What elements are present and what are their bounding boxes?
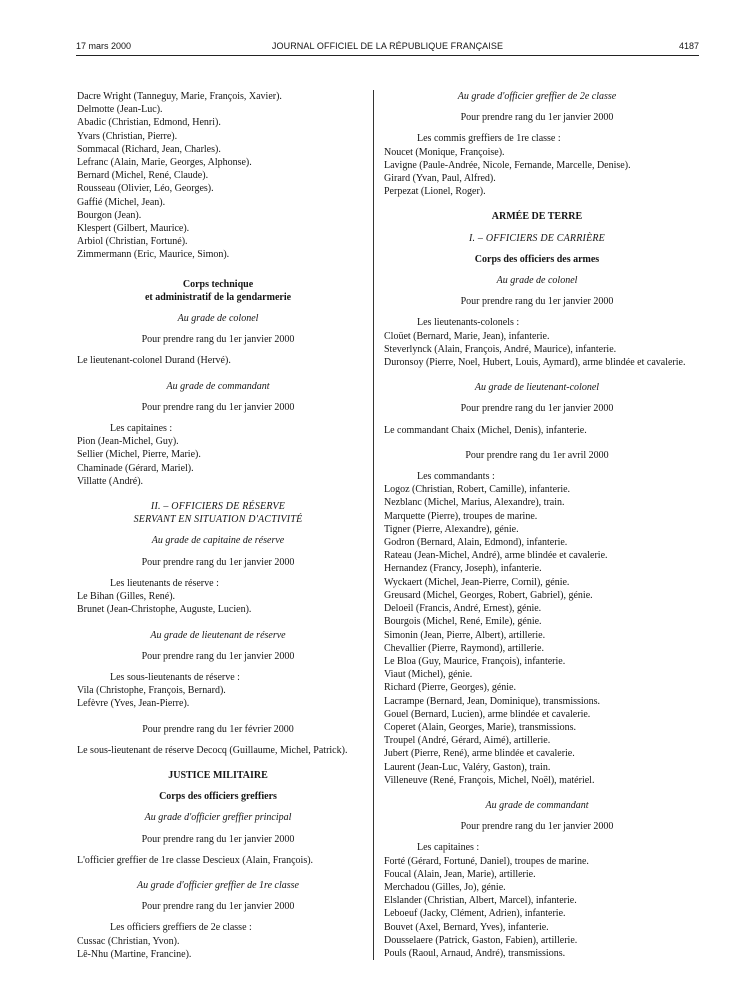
group-label: Les commandants :	[417, 471, 495, 483]
list-item: Lefèvre (Yves, Jean-Pierre).	[77, 698, 190, 710]
list-item: Nezblanc (Michel, Marius, Alexandre), train.	[384, 497, 565, 509]
rank-date: Pour prendre rang du 1er janvier 2000	[460, 112, 614, 124]
list-item: Richard (Pierre, Georges), génie.	[384, 682, 516, 694]
rank-date: Pour prendre rang du 1er avril 2000	[465, 449, 609, 461]
grade-heading: Au grade de lieutenant de réserve	[150, 629, 286, 641]
group-label: Les lieutenants-colonels :	[417, 317, 520, 329]
section-heading: Corps technique	[182, 278, 254, 290]
issue-date: 17 mars 2000	[76, 41, 132, 51]
list-item: Tigner (Pierre, Alexandre), génie.	[384, 523, 519, 535]
list-item: Arbiol (Christian, Fortuné).	[77, 236, 188, 248]
section-heading: et administratif de la gendarmerie	[144, 291, 292, 303]
list-item: Jubert (Pierre, René), arme blindée et cavalerie.	[384, 748, 575, 760]
grade-heading: Au grade d'officier greffier de 1re classe	[137, 879, 299, 891]
group-label: Les capitaines :	[417, 842, 480, 854]
list-item: Noucet (Monique, Françoise).	[384, 146, 505, 158]
list-item: Chaminade (Gérard, Mariel).	[77, 462, 194, 474]
list-item: Pion (Jean-Michel, Guy).	[77, 436, 179, 448]
rank-date: Pour prendre rang du 1er janvier 2000	[141, 650, 295, 662]
list-item: Villeneuve (René, François, Michel, Noël), matériel.	[384, 774, 595, 786]
list-item: Viaut (Michel), génie.	[384, 669, 473, 681]
list-item: Cussac (Christian, Yvon).	[77, 935, 180, 947]
commandants-list	[384, 483, 690, 787]
list-item: Perpezat (Lionel, Roger).	[384, 186, 486, 198]
list-item: Girard (Yvan, Paul, Alfred).	[384, 173, 496, 185]
section-heading: SERVANT EN SITUATION D'ACTIVITÉ	[133, 514, 303, 526]
list-item: Rateau (Jean-Michel, André), arme blindée et cavalerie.	[384, 550, 608, 562]
list-item: Dousselaere (Patrick, Gaston, Fabien), artillerie.	[384, 934, 578, 946]
header-rule	[76, 55, 699, 56]
list-item: Le commandant Chaix (Michel, Denis), infanterie.	[384, 424, 587, 436]
section-heading: ARMÉE DE TERRE	[491, 211, 583, 223]
group-label: Les lieutenants de réserve :	[110, 577, 219, 589]
list-item: Le sous-lieutenant de réserve Decocq (Guillaume, Michel, Patrick).	[77, 744, 348, 756]
list-item: Villatte (André).	[77, 475, 144, 487]
list-item: Bourgon (Jean).	[77, 209, 142, 221]
group-label: Les commis greffiers de 1re classe :	[417, 133, 561, 145]
left-column	[77, 90, 359, 961]
list-item: Elslander (Christian, Albert, Marcel), infanterie.	[384, 895, 577, 907]
list-item: Foucal (Alain, Jean, Marie), artillerie.	[384, 868, 536, 880]
list-item: Rousseau (Olivier, Léo, Georges).	[77, 183, 214, 195]
grade-heading: Au grade de commandant	[166, 380, 270, 392]
rank-date: Pour prendre rang du 1er janvier 2000	[460, 821, 614, 833]
section-heading: II. – OFFICIERS DE RÉSERVE	[150, 501, 286, 513]
section-heading: Corps des officiers greffiers	[159, 791, 277, 803]
list-item: Lê-Nhu (Martine, Francine).	[77, 948, 192, 960]
group-label: Les officiers greffiers de 2e classe :	[110, 922, 252, 934]
journal-title: JOURNAL OFFICIEL DE LA RÉPUBLIQUE FRANÇAISE	[271, 41, 504, 51]
list-item: Deloeil (Francis, André, Ernest), génie.	[384, 603, 542, 615]
list-item: Zimmermann (Eric, Maurice, Simon).	[77, 249, 230, 261]
grade-heading: Au grade de colonel	[496, 275, 578, 287]
right-column	[384, 90, 690, 960]
list-item: Lacrampe (Bernard, Jean, Dominique), transmissions.	[384, 695, 601, 707]
grade-heading: Au grade d'officier greffier de 2e classe	[457, 91, 617, 102]
list-item: Godron (Bernard, Alain, Edmond), infanterie.	[384, 537, 568, 549]
list-item: Brunet (Jean-Christophe, Auguste, Lucien).	[77, 604, 252, 616]
list-item: Le lieutenant-colonel Durand (Hervé).	[77, 355, 231, 367]
rank-date: Pour prendre rang du 1er janvier 2000	[141, 556, 295, 568]
list-item: Vila (Christophe, François, Bernard).	[77, 685, 226, 697]
group-label: Les capitaines :	[110, 423, 173, 435]
list-item: Le Bihan (Gilles, René).	[77, 591, 176, 603]
list-item: Bourgois (Michel, René, Emile), génie.	[384, 616, 542, 628]
list-item: Abadic (Christian, Edmond, Henri).	[77, 117, 221, 129]
list-item: Lefranc (Alain, Marie, Georges, Alphonse).	[77, 157, 252, 169]
list-item: Lavigne (Paule-Andrée, Nicole, Fernande, Marcelle, Denise).	[384, 159, 631, 171]
page-header	[76, 40, 699, 54]
list-item: Troupel (André, Gérard, Aimé), artillerie.	[384, 735, 551, 747]
list-item: Delmotte (Jean-Luc).	[77, 104, 163, 116]
column-divider	[373, 90, 374, 960]
list-item: Marquette (Pierre), troupes de marine.	[384, 510, 538, 522]
list-item: Coperet (Alain, Georges, Marie), transmissions.	[384, 721, 576, 733]
rank-date: Pour prendre rang du 1er janvier 2000	[460, 296, 614, 308]
list-item: Sommacal (Richard, Jean, Charles).	[77, 143, 221, 155]
list-item: Greusard (Michel, Georges, Robert, Gabriel), génie.	[384, 589, 593, 601]
list-item: Le Bloa (Guy, Maurice, François), infanterie.	[384, 655, 566, 667]
rank-date: Pour prendre rang du 1er février 2000	[142, 723, 294, 735]
list-item: Cloüet (Bernard, Marie, Jean), infanterie.	[384, 330, 550, 342]
grade-heading: Au grade de commandant	[485, 799, 589, 811]
section-heading: I. – OFFICIERS DE CARRIÈRE	[469, 232, 605, 244]
rank-date: Pour prendre rang du 1er janvier 2000	[141, 833, 295, 845]
list-item: Laurent (Jean-Luc, Valéry, Gaston), train.	[384, 761, 551, 773]
rank-date: Pour prendre rang du 1er janvier 2000	[141, 901, 295, 913]
list-item: Steverlynck (Alain, François, André, Maurice), infanterie.	[384, 343, 617, 355]
grade-heading: Au grade de colonel	[177, 313, 259, 325]
list-item: Wyckaert (Michel, Jean-Pierre, Cornil), génie.	[384, 576, 570, 588]
group-label: Les sous-lieutenants de réserve :	[110, 671, 240, 683]
list-item: Merchadou (Gilles, Jo), génie.	[384, 881, 506, 893]
grade-heading: Au grade de lieutenant-colonel	[474, 382, 600, 394]
list-item: Simonin (Jean, Pierre, Albert), artillerie.	[384, 629, 546, 641]
list-item: Chevallier (Pierre, Raymond), artillerie.	[384, 642, 544, 654]
list-item: Pouls (Raoul, Arnaud, André), transmissions.	[384, 947, 566, 959]
list-item: Bernard (Michel, René, Claude).	[77, 170, 209, 182]
list-item: Duronsoy (Pierre, Noel, Hubert, Louis, Aymard), arme blindée et cavalerie.	[384, 357, 686, 369]
grade-heading: Au grade d'officier greffier principal	[144, 812, 292, 824]
rank-date: Pour prendre rang du 1er janvier 2000	[460, 403, 614, 415]
list-item: Hernandez (Francy, Joseph), infanterie.	[384, 563, 542, 575]
rank-date: Pour prendre rang du 1er janvier 2000	[141, 334, 295, 346]
list-item: Gouel (Bernard, Lucien), arme blindée et cavalerie.	[384, 708, 591, 720]
list-item: Sellier (Michel, Pierre, Marie).	[77, 449, 201, 461]
list-item: Yvars (Christian, Pierre).	[77, 130, 178, 142]
capitaines-list	[384, 855, 690, 961]
list-item: Gaffié (Michel, Jean).	[77, 196, 166, 208]
grade-heading: Au grade de capitaine de réserve	[151, 535, 285, 547]
rank-date: Pour prendre rang du 1er janvier 2000	[141, 401, 295, 413]
list-item: Forté (Gérard, Fortuné, Daniel), troupes de marine.	[384, 855, 589, 867]
list-item: Bouvet (Axel, Bernard, Yves), infanterie.	[384, 921, 549, 933]
list-item: L'officier greffier de 1re classe Descieux (Alain, François).	[77, 854, 314, 866]
list-item: Logoz (Christian, Robert, Camille), infanterie.	[384, 484, 571, 496]
page-number: 4187	[678, 41, 699, 51]
section-heading: JUSTICE MILITAIRE	[168, 769, 268, 781]
list-item: Dacre Wright (Tanneguy, Marie, François, Xavier).	[77, 91, 282, 102]
section-heading: Corps des officiers des armes	[474, 253, 600, 265]
list-item: Klespert (Gilbert, Maurice).	[77, 223, 190, 235]
names-list-top	[77, 90, 359, 262]
list-item: Leboeuf (Jacky, Clément, Adrien), infanterie.	[384, 908, 566, 920]
